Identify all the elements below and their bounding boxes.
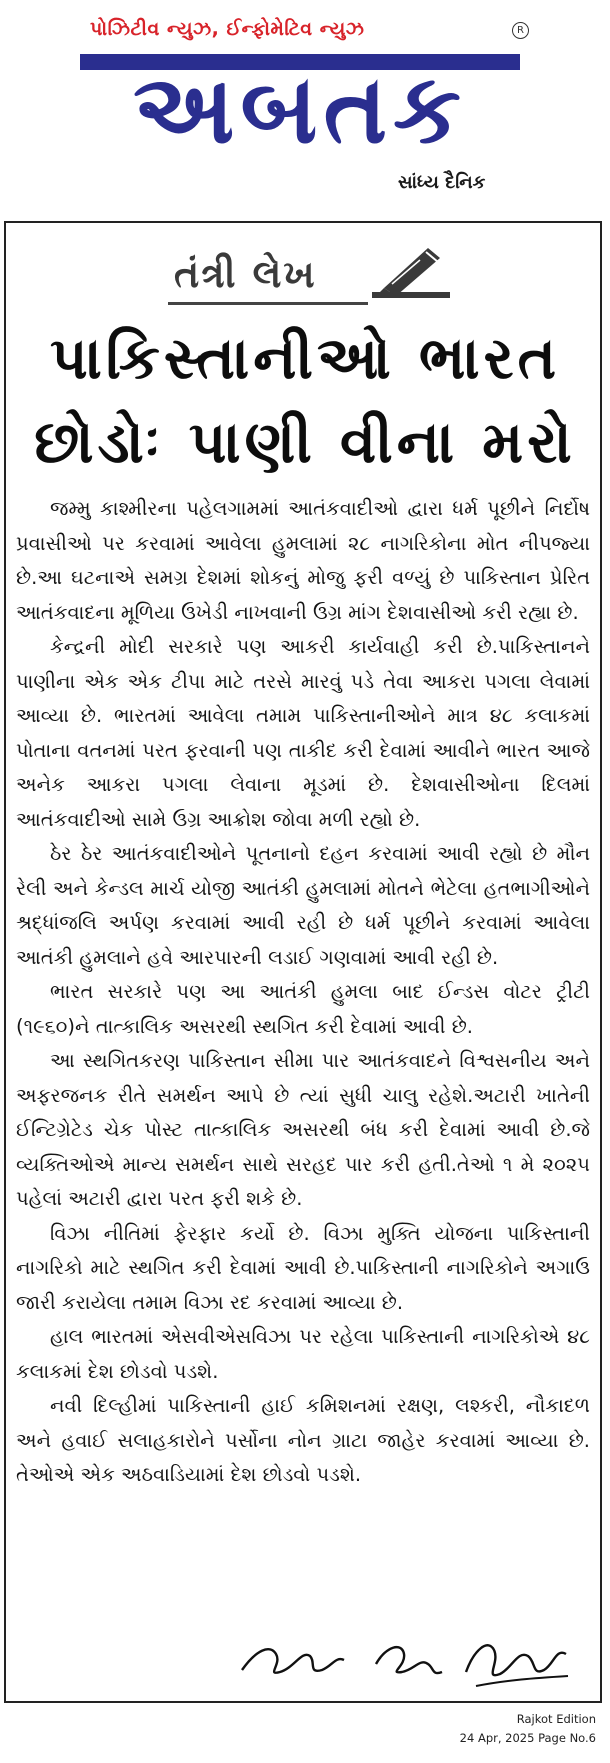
paragraph: આ સ્થગિતકરણ પાકિસ્તાન સીમા પાર આતંકવાદને વિશ્વસનીય અને અફરજનક રીતે સમર્થન આપે છે ત્યાં સુધી ચાલુ રહેશે.અટારી ખાતેની ઈન્ટિગ્રેટેડ ચેક પોસ્ટ તાત્કાલિક અસરથી બંધ કરી દેવામાં આવી છે.જે વ્યક્તિઓએ માન્ય સમર્થન સાથે સરહદ પાર કરી હતી.તેઓ ૧ મે ૨૦૨૫ પહેલાં અટારી દ્વારા પરત ફરી શકે છે. (16, 1049, 590, 1210)
column-underline (168, 302, 368, 305)
edition-date-page: 24 Apr, 2025 Page No.6 (459, 1731, 596, 1745)
paragraph: હાલ ભારતમાં એસવીએસવિઝા પર રહેલા પાકિસ્તાની નાગરિકોએ ૪૮ કલાકમાં દેશ છોડવો પડશે. (16, 1325, 590, 1383)
masthead (0, 0, 610, 210)
newspaper-logo-text: અબતક (133, 53, 467, 158)
edition-name: Rajkot Edition (516, 1712, 596, 1726)
masthead-subtitle: સાંધ્ય દૈનિક (398, 172, 486, 193)
paragraph: નવી દિલ્હીમાં પાકિસ્તાની હાઈ કમિશનમાં રક્ષણ, લશ્કરી, નૌકાદળ અને હવાઈ સલાહકારોને પર્સોના નોન ગ્રાટા જાહેર કરવામાં આવ્યા છે. તેઓએ એક અઠવાડિયામાં દેશ છોડવો પડશે. (16, 1394, 590, 1486)
masthead-tagline: પોઝિટીવ ન્યુઝ, ઈન્ફોમેટિવ ન્યુઝ (90, 18, 365, 40)
paragraph: ઠેર ઠેર આતંકવાદીઓને પૂતનાનો દહન કરવામાં આવી રહ્યો છે મૌન રેલી અને કેન્ડલ માર્ચ યોજી આતંકી હુમલામાં મોતને ભેટેલા હતભાગીઓને શ્રદ્ધાંજલિ અર્પણ કરવામાં આવી રહી છે ધર્મ પૂછીને કરવામાં આવેલા આતંકી હુમલાને હવે આરપારની લડાઈ ગણવામાં આવી રહી છે. (16, 842, 590, 969)
editorial-body (16, 492, 590, 1493)
editor-signature (236, 1620, 576, 1692)
edition-info (460, 1710, 596, 1748)
paragraph: વિઝા નીતિમાં ફેરફાર કર્યો છે. વિઝા મુક્તિ યોજના પાકિસ્તાની નાગરિકો માટે સ્થગિત કરી દેવામાં આવી છે.પાકિસ્તાની નાગરિકોને અગાઉ જારી કરાયેલા તમામ વિઝા રદ કરવામાં આવ્યા છે. (16, 1221, 590, 1314)
paragraph: જમ્મુ કાશ્મીરના પહેલગામમાં આતંકવાદીઓ દ્વારા ધર્મ પૂછીને નિર્દોષ પ્રવાસીઓ પર કરવામાં આવેલા હુમલામાં ૨૮ નાગરિકોના મોત નીપજ્યા છે.આ ઘટનાએ સમગ્ર દેશમાં શોકનું મોજુ ફરી વળ્યું છે પાકિસ્તાન પ્રેરિત આતંકવાદના મૂળિયા ઉખેડી નાખવાની ઉગ્ર માંગ દેશવાસીઓ કરી રહ્યા છે. (16, 497, 590, 624)
newspaper-logo (80, 46, 520, 158)
column-tag (168, 240, 458, 308)
registered-mark-icon: R (512, 22, 529, 39)
paragraph: ભારત સરકારે પણ આ આતંકી હુમલા બાદ ઈન્ડસ વોટર ટ્રીટી (૧૯૬૦)ને તાત્કાલિક અસરથી સ્થગિત કરી દેવામાં આવી છે. (16, 980, 590, 1038)
column-label: તંત્રી લેખ (174, 252, 317, 296)
headline-line-2: છોડોઃ પાણી વીના મરો (34, 408, 576, 476)
paragraph: કેન્દ્રની મોદી સરકારે પણ આકરી કાર્યવાહી કરી છે.પાકિસ્તાનને પાણીના એક એક ટીપા માટે તરસે મારવું પડે તેવા આકરા પગલા લેવામાં આવ્યા છે. ભારતમાં આવેલા તમામ પાકિસ્તાનીઓને માત્ર ૪૮ કલાકમાં પોતાના વતનમાં પરત ફરવાની પણ તાકીદ કરી દેવામાં આવીને ભારત આજે અનેક આકરા પગલા લેવાના મૂડમાં છે. દેશવાસીઓના દિલમાં આતંકવાદીઓ સામે ઉગ્ર આક્રોશ જોવા મળી રહ્યો છે. (16, 635, 590, 831)
pen-icon (366, 240, 456, 300)
headline-line-1: પાકિસ્તાનીઓ ભારત (49, 324, 561, 392)
